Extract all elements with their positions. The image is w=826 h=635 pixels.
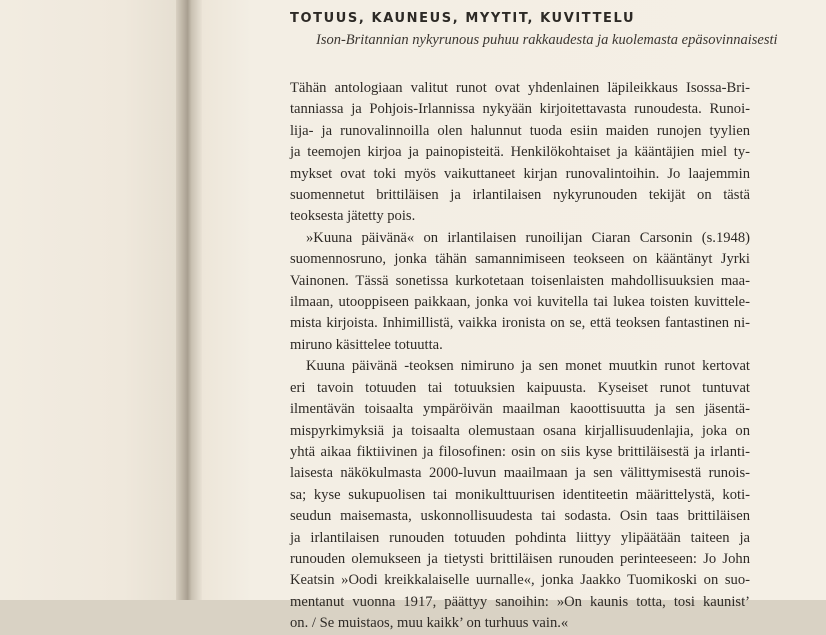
text-line: Tähän antologiaan valitut runot ovat yhdenlainen läpileikkaus Isossa-Bri-	[290, 80, 750, 96]
text-line: Keatsin »Oodi kreikkalaiselle uurnalle«, jonka Jaakko Tuomikoski on suo-	[290, 572, 750, 589]
text-line: mista kirjoista. Inhimillistä, vaikka ironista on se, että teoksen fantastinen ni-	[290, 315, 750, 332]
paragraph-3	[290, 356, 810, 634]
text-line: Kuuna päivänä -teoksen nimiruno ja sen monet muutkin runot kertovat	[306, 358, 750, 375]
text-line: sa; kyse sukupuolisen tai monikulttuurisen identiteetin määrittelystä, koti-	[290, 486, 750, 503]
paragraph-2	[290, 228, 810, 356]
text-line: mentanut vuonna 1917, päättyy sanoihin: »On kaunis totta, tosi kaunist’	[290, 593, 750, 610]
text-line: mispyrkimyksiä ja toisaalta olemustaan osana kirjallisuudenlajia, joka on	[290, 422, 750, 439]
page-content	[290, 10, 810, 635]
text-line: ja teemojen kirjoa ja painopisteitä. Henkilökohtaiset ja kääntäjien miel ty-	[290, 144, 750, 161]
text-line: suomennosruno, jonka tähän samannimiseen teokseen on kääntänyt Jyrki	[290, 251, 750, 268]
text-line: seudun maisemasta, uskonnollisuudesta tai sodasta. Osin taas brittiläisen	[290, 508, 750, 525]
text-line: ja irlantilaisen runouden totuuden pohdinta liittyy ylipäätään taiteen ja	[290, 529, 750, 546]
page-subtitle: Ison-Britannian nykyrunous puhuu rakkaudesta ja kuolemasta epäsovinnaisesti	[316, 32, 778, 48]
text-line: Vainonen. Tässä sonetissa kurkotetaan toisenlaisten mahdollisuuksien maa-	[290, 272, 750, 289]
paragraph-1	[290, 78, 810, 228]
article-body	[290, 78, 810, 635]
book-gutter	[176, 0, 202, 600]
text-line: mykset ovat toki myös vaikuttaneet kirjan runovalintoihin. Jo laajemmin	[290, 165, 750, 182]
text-line: lija- ja runovalinnoilla olen halunnut tuoda esiin maiden runojen tyylien	[290, 122, 750, 139]
text-line: runouden olemukseen ja tietysti brittiläisen runouden perinteeseen: Jo John	[290, 550, 750, 567]
text-line: on. / Se muistaos, muu kaikk’ on turhuus vain.«	[290, 615, 569, 632]
text-line: ilmaan, utooppiseen paikkaan, jonka voi kuvitella tai lukea toisten kuvittele-	[290, 294, 750, 311]
text-line: teoksesta jätetty pois.	[290, 208, 416, 225]
text-line: laisesta näkökulmasta 2000-luvun maailmaan ja sen välittymisestä runois-	[290, 465, 750, 482]
text-line: tanniassa ja Pohjois-Irlannissa nykyään kirjoitettavasta runoudesta. Runoi-	[290, 101, 750, 118]
page-title: TOTUUS, KAUNEUS, MYYTIT, KUVITTELU	[290, 11, 636, 26]
text-line: ilmentävän toisaalta ympäröivän maailman kaoottisuutta ja sen jäsentä-	[290, 401, 750, 418]
text-line: miruno käsittelee totuutta.	[290, 336, 443, 353]
text-line: yhtä aikaa fiktiivinen ja filosofinen: osin on siis kyse brittiläisestä ja irlanti-	[290, 443, 750, 460]
text-line: »Kuuna päivänä« on irlantilaisen runoilijan Ciaran Carsonin (s.1948)	[306, 229, 750, 246]
text-line: eri tavoin totuuden tai totuuksien kaipuusta. Kyseiset runot tuntuvat	[290, 379, 750, 396]
text-line: suomennetut brittiläisen ja irlantilaisen nykyrunouden tekijät on tästä	[290, 187, 750, 204]
left-page	[0, 0, 176, 600]
